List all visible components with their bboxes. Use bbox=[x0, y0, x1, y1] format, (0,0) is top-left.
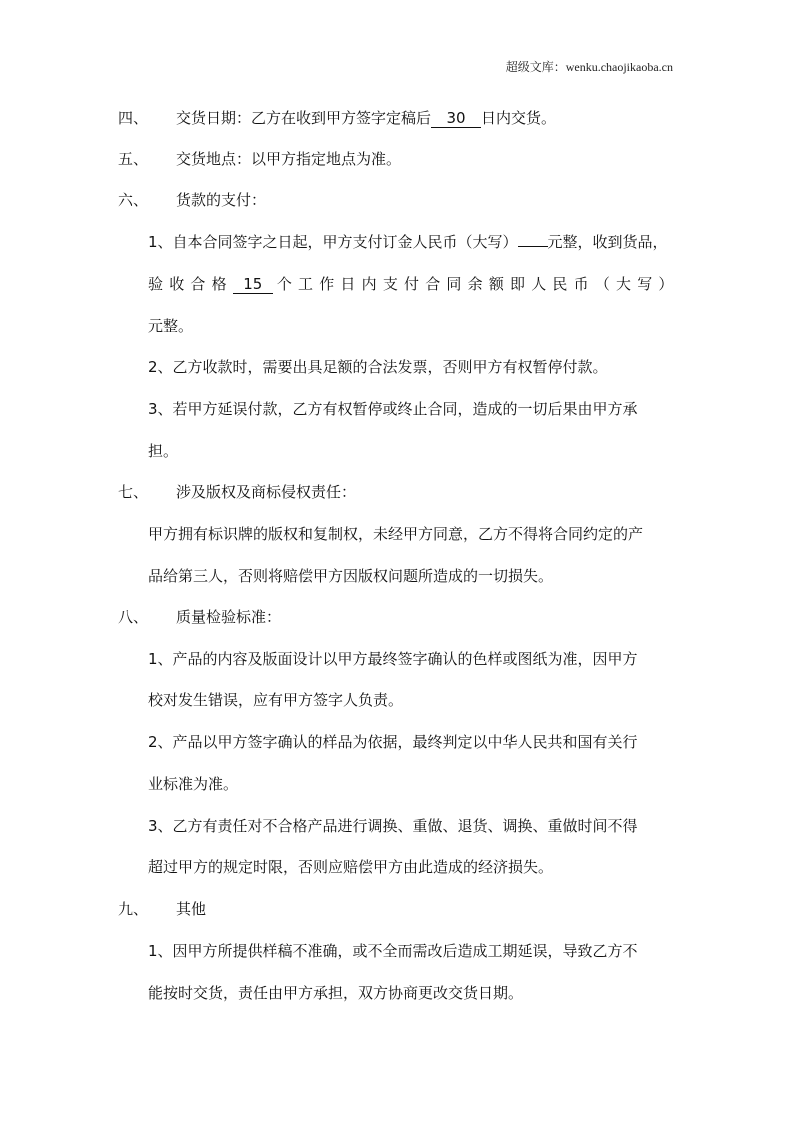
quality-item-1-line-1: 1、产品的内容及版面设计以甲方最终签字确认的色样或图纸为准，因甲方 bbox=[148, 650, 638, 668]
delivery-date-suffix: 日内交货。 bbox=[481, 109, 557, 127]
quality-item-3-line-1: 3、乙方有责任对不合格产品进行调换、重做、退货、调换、重做时间不得 bbox=[148, 817, 638, 835]
section-title: 质量检验标准： bbox=[176, 608, 282, 626]
deposit-suffix: 元整，收到货品， bbox=[547, 233, 668, 251]
balance-text: 个工作日内支付合同余额即人民币（大写） bbox=[276, 275, 680, 293]
payment-item-1-line-3: 元整。 bbox=[148, 317, 194, 335]
section-title: 涉及版权及商标侵权责任： bbox=[176, 483, 357, 501]
section-title: 货款的支付： bbox=[176, 191, 267, 209]
delivery-days-blank: 30 bbox=[431, 110, 481, 128]
section-number: 四、 bbox=[118, 109, 149, 127]
quality-item-1-line-2: 校对发生错误，应有甲方签字人负责。 bbox=[148, 691, 404, 709]
section-title: 其他 bbox=[176, 900, 207, 918]
deposit-text: 1、自本合同签字之日起，甲方支付订金人民币（大写） bbox=[148, 233, 518, 251]
payment-item-3-line-1: 3、若甲方延误付款，乙方有权暂停或终止合同，造成的一切后果由甲方承 bbox=[148, 400, 638, 418]
quality-item-2-line-2: 业标准为准。 bbox=[148, 775, 239, 793]
section-number: 五、 bbox=[118, 150, 149, 168]
section-title: 交货地点：以甲方指定地点为准。 bbox=[176, 150, 402, 168]
acceptance-text: 验收合格 bbox=[148, 275, 233, 293]
working-days-blank: 15 bbox=[233, 276, 273, 294]
payment-item-1-line-2 bbox=[148, 274, 680, 294]
payment-item-2: 2、乙方收款时，需要出具足额的合法发票，否则甲方有权暂停付款。 bbox=[148, 358, 608, 376]
section-number: 九、 bbox=[118, 900, 149, 918]
delivery-date-text: 交货日期：乙方在收到甲方签字定稿后 bbox=[176, 109, 432, 127]
section-number: 八、 bbox=[118, 608, 149, 626]
copyright-body-line-2: 品给第三人，否则将赔偿甲方因版权问题所造成的一切损失。 bbox=[148, 567, 554, 585]
page-header-source: 超级文库：wenku.chaojikaoba.cn bbox=[505, 60, 673, 74]
payment-item-3-line-2: 担。 bbox=[148, 442, 179, 460]
quality-item-2-line-1: 2、产品以甲方签字确认的样品为依据，最终判定以中华人民共和国有关行 bbox=[148, 733, 638, 751]
payment-item-1-line-1 bbox=[148, 232, 668, 252]
deposit-amount-blank bbox=[518, 246, 548, 247]
section-title bbox=[176, 108, 556, 128]
copyright-body-line-1: 甲方拥有标识牌的版权和复制权，未经甲方同意，乙方不得将合同约定的产 bbox=[148, 525, 644, 543]
quality-item-3-line-2: 超过甲方的规定时限，否则应赔偿甲方由此造成的经济损失。 bbox=[148, 858, 554, 876]
other-item-1-line-2: 能按时交货，责任由甲方承担，双方协商更改交货日期。 bbox=[148, 984, 524, 1002]
section-number: 六、 bbox=[118, 191, 149, 209]
section-number: 七、 bbox=[118, 483, 149, 501]
other-item-1-line-1: 1、因甲方所提供样稿不准确，或不全而需改后造成工期延误，导致乙方不 bbox=[148, 942, 638, 960]
